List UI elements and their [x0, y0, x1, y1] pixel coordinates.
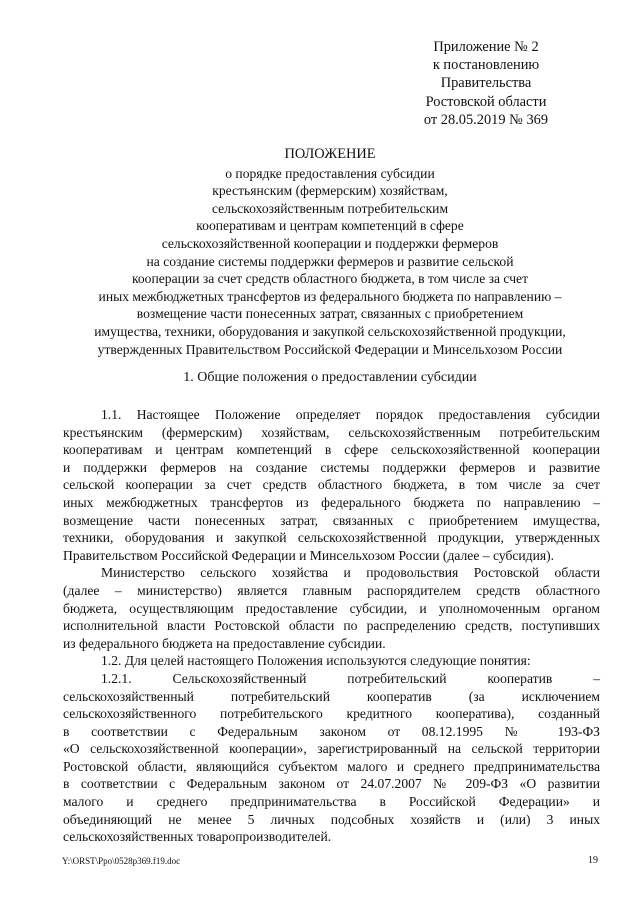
text-line: «О сельскохозяйственной кооперации», зарегистрированный на сельской территории: [63, 741, 600, 757]
appendix-line: Ростовской области: [425, 93, 547, 110]
text-line: сельскохозяйственного потребительского кредитного кооператива), созданный: [63, 706, 600, 722]
text-line: из федерального бюджета на предоставление субсидии.: [63, 635, 386, 651]
text-line: (далее – министерство) является главным распорядителем средств областного: [63, 582, 600, 598]
text-line: сельскохозяйственный потребительский кооператив (за исключением: [63, 688, 600, 704]
title-line: о порядке предоставления субсидии: [225, 165, 435, 181]
paragraph: [63, 652, 600, 670]
title-line: возмещение части понесенных затрат, связанных с приобретением: [136, 306, 524, 322]
title-line: сельскохозяйственной кооперации и поддержки фермеров: [161, 235, 499, 251]
appendix-line: Приложение № 2: [433, 39, 539, 55]
text-line: техники, оборудования и закупкой сельскохозяйственной продукции, утвержденных: [63, 530, 600, 546]
text-line: исполнительной власти Ростовской области по распределению средств, поступивших: [63, 618, 600, 634]
text-line: малого и среднего предпринимательства в Российской Федерации» и: [63, 794, 600, 810]
page-number: 19: [588, 855, 598, 866]
text-line: бюджета, осуществляющим предоставление субсидии, и уполномоченным органом: [63, 600, 600, 616]
paragraph: [63, 406, 600, 564]
title-heading: ПОЛОЖЕНИЕ: [284, 146, 376, 162]
text-line: сельской кооперации за счет средств областного бюджета, в том числе за счет: [63, 477, 600, 493]
section-heading: 1. Общие положения о предоставлении субсидии: [183, 370, 477, 385]
title-line: кооперации за счет средств областного бюджета, в том числе за счет: [131, 271, 529, 287]
footer-file-path: Y:\ORST\Ppo\0528p369.f19.doc: [62, 856, 181, 866]
title-line: кооперативам и центрам компетенций в сфере: [196, 218, 464, 234]
body-text: [63, 406, 600, 846]
text-line: Ростовской области, являющийся субъектом малого и среднего предпринимательства: [63, 758, 600, 774]
text-line: Правительством Российской Федерации и Минсельхозом России (далее – субсидия).: [63, 547, 555, 563]
text-line: возмещение части понесенных затрат, связанных с приобретением имущества,: [63, 512, 600, 528]
title-line: на создание системы поддержки фермеров и развитие сельской: [146, 253, 514, 269]
text-line: 1.2. Для целей настоящего Положения используются следующие понятия:: [101, 653, 531, 669]
text-line: объединяющий не менее 5 личных подсобных хозяйств и (или) 3 иных: [63, 811, 600, 827]
text-line: 1.1. Настоящее Положение определяет порядок предоставления субсидии: [101, 407, 600, 422]
text-line: кооперативам и центрам компетенций в сфере сельскохозяйственной кооперации: [63, 442, 600, 458]
paragraph: [63, 670, 600, 846]
text-line: Министерство сельского хозяйства и продовольствия Ростовской области: [101, 565, 600, 581]
title-line: крестьянским (фермерским) хозяйствам,: [212, 183, 448, 199]
paragraph: [63, 564, 600, 652]
text-line: иных межбюджетных трансфертов из федерального бюджета по направлению –: [63, 494, 600, 510]
title-line: сельскохозяйственным потребительским: [211, 200, 449, 216]
text-line: сельскохозяйственных товаропроизводителей.: [63, 829, 332, 845]
text-line: в соответствии с Федеральным законом от 08.12.1995 № 193-ФЗ: [63, 723, 600, 739]
text-line: 1.2.1. Сельскохозяйственный потребительский кооператив –: [101, 670, 600, 686]
text-line: в соответствии с Федеральным законом от 24.07.2007 № 209-ФЗ «О развитии: [63, 776, 600, 792]
title-line: утвержденных Правительством Российской Федерации и Минсельхозом России: [97, 341, 563, 357]
text-line: крестьянским (фермерским) хозяйствам, сельскохозяйственным потребительским: [63, 424, 600, 440]
appendix-header: [406, 38, 566, 129]
title-line: иных межбюджетных трансфертов из федерального бюджета по направлению –: [98, 288, 562, 304]
appendix-line: от 28.05.2019 № 369: [423, 111, 549, 128]
document-title: [50, 146, 610, 358]
appendix-line: Правительства: [440, 75, 532, 92]
title-line: имущества, техники, оборудования и закупкой сельскохозяйственной продукции,: [94, 323, 566, 339]
text-line: и поддержки фермеров на создание системы поддержки фермеров и развитие: [63, 459, 600, 475]
appendix-line: к постановлению: [432, 57, 540, 74]
